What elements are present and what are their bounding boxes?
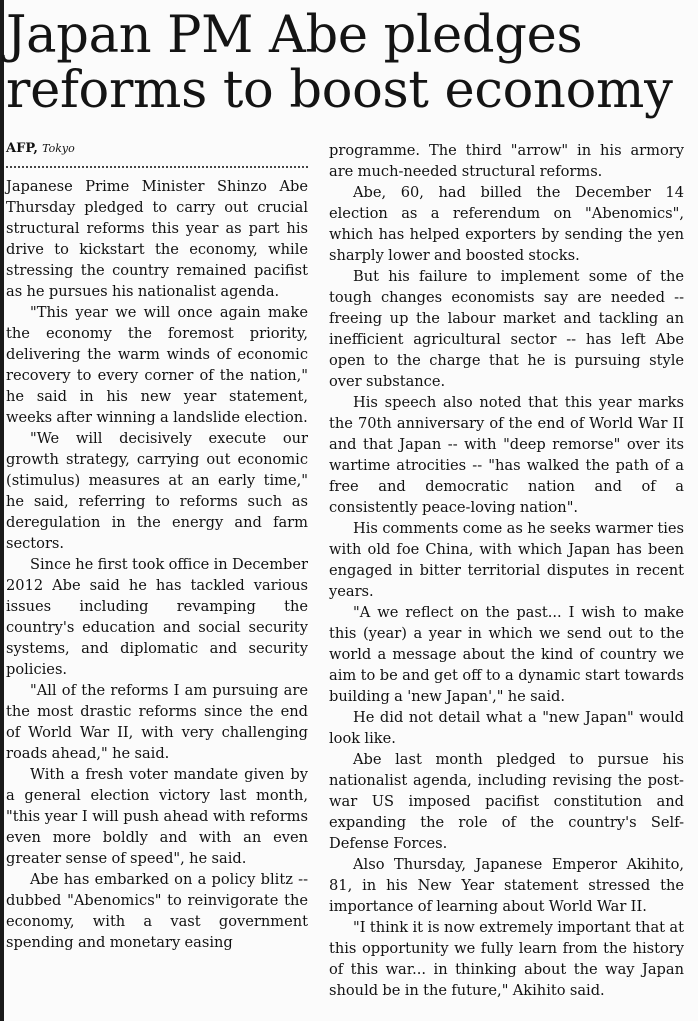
article-column-right (329, 140, 684, 1001)
paragraph: Japanese Prime Minister Shinzo Abe Thursday pledged to carry out crucial structural reforms this year as part his drive to kickstart the economy, while stressing the country remained pacifist as he pursues his nationalist agenda. (6, 178, 308, 300)
paragraph-continued: programme. The third "arrow" in his armory are much-needed structural reforms. (329, 142, 684, 180)
paragraph: His speech also noted that this year marks the 70th anniversary of the end of World War II and that Japan -- with "deep remorse" over its wartime atrocities -- "has walked the path of a free and democratic nation and of a consistently peace-loving nation". (329, 394, 684, 516)
byline (6, 140, 308, 160)
paragraph: Also Thursday, Japanese Emperor Akihito, 81, in his New Year statement stressed the importance of learning about World War II. (329, 856, 684, 915)
paragraph: "This year we will once again make the economy the foremost priority, delivering the warm winds of economic recovery to every corner of the nation," he said in his new year statement, weeks after winning a landslide election. (6, 304, 308, 426)
dotted-divider (6, 166, 308, 168)
paragraph: Abe last month pledged to pursue his nationalist agenda, including revising the post-war US imposed pacifist constitution and expanding the role of the country's Self-Defense Forces. (329, 751, 684, 852)
left-column-rule (0, 0, 4, 1021)
paragraph: "We will decisively execute our growth strategy, carrying out economic (stimulus) measures at an early time," he said, referring to reforms such as deregulation in the energy and farm sectors. (6, 430, 308, 552)
paragraph: His comments come as he seeks warmer ties with old foe China, with which Japan has been engaged in bitter territorial disputes in recent years. (329, 520, 684, 600)
paragraph: He did not detail what a "new Japan" would look like. (329, 709, 684, 747)
paragraph: Abe has embarked on a policy blitz -- dubbed "Abenomics" to reinvigorate the economy, with a vast government spending and monetary easing (6, 871, 308, 951)
byline-agency: AFP, (6, 141, 38, 156)
paragraph: "I think it is now extremely important that at this opportunity we fully learn from the history of this war... in thinking about the way Japan should be in the future," Akihito said. (329, 919, 684, 999)
paragraph: "A we reflect on the past... I wish to make this (year) a year in which we send out to the world a message about the kind of country we aim to be and get off to a dynamic start towards building a 'new Japan'," he said. (329, 604, 684, 705)
byline-place: Tokyo (42, 142, 75, 155)
paragraph: With a fresh voter mandate given by a general election victory last month, "this year I will push ahead with reforms even more boldly and with an even greater sense of speed", he said. (6, 766, 308, 867)
paragraph: Since he first took office in December 2012 Abe said he has tackled various issues including revamping the country's education and social security systems, and diplomatic and security policies. (6, 556, 308, 678)
paragraph: Abe, 60, had billed the December 14 election as a referendum on "Abenomics", which has helped exporters by sending the yen sharply lower and boosted stocks. (329, 184, 684, 264)
paragraph: But his failure to implement some of the tough changes economists say are needed -- freeing up the labour market and tackling an inefficient agricultural sector -- has left Abe open to the charge that he is pursuing style over substance. (329, 268, 684, 390)
article-column-left (6, 140, 308, 953)
headline: Japan PM Abe pledges reforms to boost economy (6, 6, 673, 120)
paragraph: "All of the reforms I am pursuing are the most drastic reforms since the end of World War II, with very challenging roads ahead," he said. (6, 682, 308, 762)
